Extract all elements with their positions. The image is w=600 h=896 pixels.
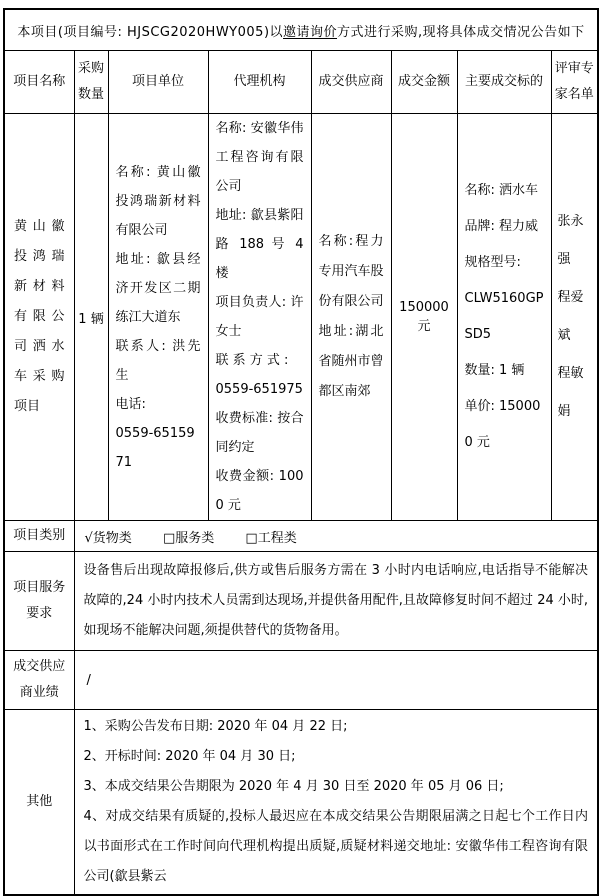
checkbox-empty-icon: □ <box>245 530 258 546</box>
cell-service-requirements: 设备售后出现故障报修后,供方或售后服务方需在 3 小时内电话响应,电话指导不能解决故障的,24 小时内技术人员需到达现场,并提供备用配件,且故障修复时间不超过 24 小时,如现场不能解决问题,须提供替代的货物备用。 <box>74 552 598 651</box>
announcement-title <box>4 9 598 51</box>
category-row <box>4 521 598 552</box>
subject-price-line: 单价: 150000 元 <box>464 399 541 450</box>
expert-name: 张永强 <box>557 214 584 267</box>
cell-quantity: 1 辆 <box>74 114 108 521</box>
category-option-works <box>245 531 296 546</box>
cell-project-unit <box>108 114 208 521</box>
cell-supplier <box>311 114 391 521</box>
agency-fee-standard: 收费标准: 按合同约定 <box>215 411 304 455</box>
category-option-label: 货物类 <box>92 530 132 546</box>
header-amount: 成交金额 <box>391 51 457 114</box>
service-requirements-row <box>4 552 598 651</box>
supplier-performance-row <box>4 651 598 710</box>
agency-name-line: 名称: 安徽华伟工程咨询有限公司 <box>215 121 304 194</box>
unit-address-line: 地址: 歙县经济开发区二期练江大道东 <box>115 251 201 325</box>
procurement-announcement-table <box>3 8 599 896</box>
title-prefix: 本项目(项目编号: HJSCG2020HWY005)以 <box>17 24 284 40</box>
subject-model-number: CLW5160GPSD5 <box>464 291 544 342</box>
subject-model-label: 规格型号: <box>464 255 521 270</box>
header-experts: 评审专家名单 <box>551 51 598 114</box>
header-quantity: 采购数量 <box>74 51 108 114</box>
other-item-publish-date: 1、采购公告发布日期: 2020 年 04 月 22 日; <box>83 719 348 734</box>
cell-amount: 150000 元 <box>391 114 457 521</box>
expert-name: 程爱斌 <box>557 290 584 343</box>
checkbox-empty-icon: □ <box>162 530 176 546</box>
other-row <box>4 710 598 896</box>
agency-phone-number: 0559-651975 <box>215 382 303 397</box>
category-option-goods <box>85 531 132 546</box>
cell-other <box>74 710 598 896</box>
unit-phone-label: 电话: <box>115 396 146 412</box>
cell-agency <box>208 114 311 521</box>
header-subject: 主要成交标的 <box>457 51 551 114</box>
header-row <box>4 51 598 114</box>
supplier-name-line: 名称:程力专用汽车股份有限公司 <box>318 234 384 309</box>
other-item-bid-opening: 2、开标时间: 2020 年 04 月 30 日; <box>83 749 296 764</box>
title-row <box>4 9 598 51</box>
cell-subject <box>457 114 551 521</box>
header-project-unit: 项目单位 <box>108 51 208 114</box>
agency-fee-amount: 收费金额: 1000 元 <box>215 469 304 513</box>
agency-manager-line: 项目负责人: 许女士 <box>215 295 304 339</box>
label-other: 其他 <box>4 710 74 896</box>
title-underlined-method: 邀请询价 <box>283 24 338 40</box>
category-options <box>74 521 598 552</box>
cell-experts <box>551 114 598 521</box>
header-agency: 代理机构 <box>208 51 311 114</box>
checkmark-icon: √ <box>84 530 93 546</box>
header-project-name: 项目名称 <box>4 51 74 114</box>
cell-supplier-performance: / <box>74 651 598 710</box>
agency-address-line: 地址: 歙县紫阳路 188 号 4 楼 <box>215 208 304 281</box>
label-supplier-performance: 成交供应商业绩 <box>4 651 74 710</box>
subject-name-line: 名称: 洒水车 <box>464 183 539 198</box>
supplier-address-line: 地址:湖北省随州市曾都区南郊 <box>318 324 384 399</box>
category-option-label: 服务类 <box>175 530 215 546</box>
category-option-label: 工程类 <box>257 530 297 546</box>
title-suffix: 方式进行采购,现将具体成交情况公告如下 <box>337 24 585 40</box>
deal-data-row <box>4 114 598 521</box>
label-category: 项目类别 <box>4 521 74 552</box>
cell-project-name: 黄山徽投鸿瑞新材料有限公司洒水车采购项目 <box>4 114 74 521</box>
header-supplier: 成交供应商 <box>311 51 391 114</box>
subject-brand-line: 品牌: 程力威 <box>464 219 539 234</box>
unit-contact-line: 联系人: 洪先生 <box>115 338 201 383</box>
unit-phone-number: 0559-6515971 <box>115 425 195 470</box>
other-item-objection: 4、对成交结果有质疑的,投标人最迟应在本成交结果公告期限届满之日起七个工作日内以书面形式在工作时间向代理机构提出质疑,质疑材料递交地址: 安徽华伟工程咨询有限公司(歙县紫云 <box>83 809 589 884</box>
agency-contact-label: 联 系 方 式 : <box>215 353 289 368</box>
unit-name-line: 名称: 黄山徽投鸿瑞新材料有限公司 <box>115 164 201 238</box>
subject-qty-line: 数量: 1 辆 <box>464 363 525 378</box>
category-option-services <box>163 531 214 546</box>
expert-name: 程敏娟 <box>557 366 584 419</box>
label-service-requirements: 项目服务要求 <box>4 552 74 651</box>
other-item-notice-period: 3、本成交结果公告期限为 2020 年 4 月 30 日至 2020 年 05 月 06 日; <box>83 779 504 794</box>
